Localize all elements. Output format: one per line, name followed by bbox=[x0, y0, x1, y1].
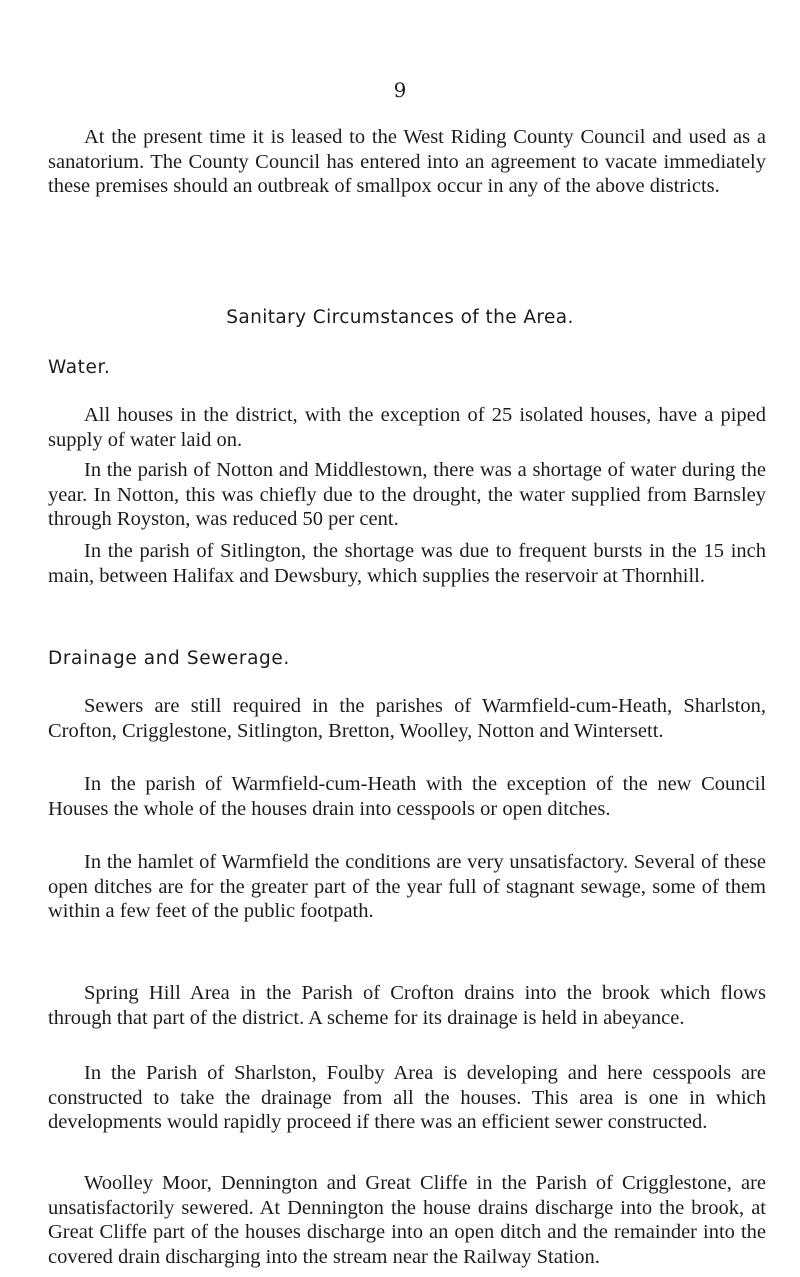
drainage-paragraph-5: In the Parish of Sharlston, Foulby Area is developing and here cesspools are constructed to take the drainage from all the houses. This area is one in which developments would rapidly proceed if there was an efficient sewer constructed. bbox=[48, 1062, 766, 1134]
water-paragraph-1: All houses in the district, with the exception of 25 isolated houses, have a piped supply of water laid on. bbox=[48, 404, 766, 451]
page-number: 9 bbox=[393, 78, 407, 102]
water-paragraph-3: In the parish of Sitlington, the shortage was due to frequent bursts in the 15 inch main, between Halifax and Dewsbury, which supplies the reservoir at Thornhill. bbox=[48, 540, 766, 587]
drainage-paragraph-4: Spring Hill Area in the Parish of Crofton drains into the brook which flows through that part of the district. A scheme for its drainage is held in abeyance. bbox=[48, 982, 766, 1029]
drainage-heading: Drainage and Sewerage. bbox=[48, 648, 290, 669]
water-heading: Water. bbox=[48, 357, 111, 378]
intro-paragraph: At the present time it is leased to the West Riding County Council and used as a sanatorium. The County Council has entered into an agreement to vacate immediately these premises should an outbreak of smallpox occur in any of the above districts. bbox=[48, 126, 766, 198]
section-title: Sanitary Circumstances of the Area. bbox=[226, 307, 574, 328]
water-paragraph-2: In the parish of Notton and Middlestown, there was a shortage of water during the year. In Notton, this was chiefly due to the drought, the water supplied from Barnsley through Royston, was reduced 50 per cent. bbox=[48, 459, 766, 531]
drainage-paragraph-2: In the parish of Warmfield-cum-Heath with the exception of the new Council Houses the whole of the houses drain into cesspools or open ditches. bbox=[48, 773, 766, 820]
drainage-paragraph-6: Woolley Moor, Dennington and Great Cliffe in the Parish of Crigglestone, are unsatisfactorily sewered. At Dennington the house drains discharge into the brook, at Great Cliffe part of the houses discharge into an open ditch and the remainder into the covered drain discharging into the stream near the Railway Station. bbox=[48, 1172, 766, 1268]
drainage-paragraph-3: In the hamlet of Warmfield the conditions are very unsatisfactory. Several of these open ditches are for the greater part of the year full of stagnant sewage, some of them within a few feet of the public footpath. bbox=[48, 851, 766, 923]
drainage-paragraph-1: Sewers are still required in the parishes of Warmfield-cum-Heath, Sharlston, Crofton, Crigglestone, Sitlington, Bretton, Woolley, Notton and Wintersett. bbox=[48, 695, 766, 742]
